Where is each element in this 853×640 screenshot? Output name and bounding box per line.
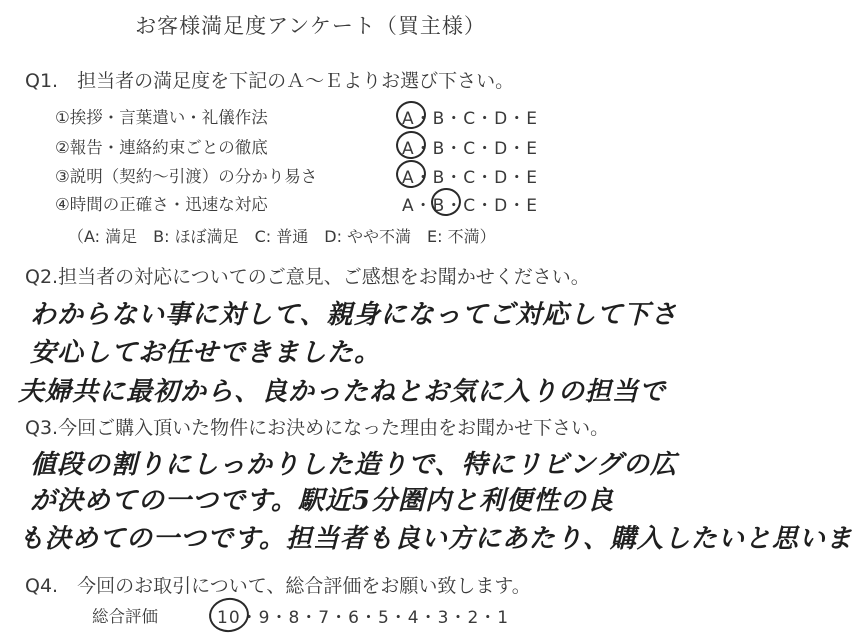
selection-circle-rating bbox=[207, 595, 251, 634]
q1-item-2-label: ②報告・連絡約束ごとの徹底 bbox=[55, 138, 268, 157]
q3-answer-line-2: が決めての一つです。駅近5分圏内と利便性の良 bbox=[30, 486, 615, 516]
rating-10: 10 bbox=[217, 608, 241, 628]
rating-1: 1 bbox=[497, 608, 510, 628]
rating-5: 5 bbox=[377, 608, 390, 628]
rating-7: 7 bbox=[318, 608, 331, 628]
q4-rating-scale: 10・9・8・7・6・5・4・3・2・1 bbox=[217, 608, 510, 628]
rating-2: 2 bbox=[467, 608, 480, 628]
q1-item-4-choices: A・B・C・D・E bbox=[402, 196, 538, 216]
rating-8: 8 bbox=[288, 608, 301, 628]
q2-question: Q2.担当者の対応についてのご意見、ご感想をお聞かせください。 bbox=[25, 266, 590, 288]
q4-rating-label: 総合評価 bbox=[92, 607, 158, 626]
rating-6: 6 bbox=[348, 608, 360, 628]
q1-item-2-choices: A・B・C・D・E bbox=[402, 139, 538, 159]
q1-item-1-label: ①挨拶・言葉遣い・礼儀作法 bbox=[55, 108, 268, 127]
q3-answer-line-1: 値段の割りにしっかりした造りで、特にリビングの広 bbox=[30, 450, 677, 480]
survey-title: お客様満足度アンケート（買主様） bbox=[135, 14, 486, 38]
q3-question: Q3.今回ご購入頂いた物件にお決めになった理由をお聞かせ下さい。 bbox=[25, 417, 610, 439]
rating-9: 9 bbox=[258, 608, 271, 628]
q1-item-4-label: ④時間の正確さ・迅速な対応 bbox=[55, 195, 268, 214]
q2-answer-line-3: 夫婦共に最初から、良かったねとお気に入りの担当で bbox=[18, 377, 667, 407]
q1-legend: （A: 満足 B: ほぼ満足 C: 普通 D: やや不満 E: 不満） bbox=[68, 227, 496, 246]
q2-answer-line-1: わからない事に対して、親身になってご対応して下さ bbox=[30, 300, 678, 330]
rating-4: 4 bbox=[407, 608, 420, 628]
rating-3: 3 bbox=[437, 608, 450, 628]
q4-question: Q4. 今回のお取引について、総合評価をお願い致します。 bbox=[25, 575, 531, 597]
q1-question: Q1. 担当者の満足度を下記のＡ～Ｅよりお選び下さい。 bbox=[25, 70, 515, 92]
q1-item-3-choices: A・B・C・D・E bbox=[402, 168, 538, 188]
q1-item-3-label: ③説明（契約～引渡）の分かり易さ bbox=[55, 167, 318, 186]
q3-answer-line-3: も決めての一つです。担当者も良い方にあたり、購入したいと思いま bbox=[18, 524, 853, 554]
q2-answer-line-2: 安心してお任せできました。 bbox=[30, 338, 382, 368]
q1-item-1-choices: A・B・C・D・E bbox=[402, 109, 538, 129]
